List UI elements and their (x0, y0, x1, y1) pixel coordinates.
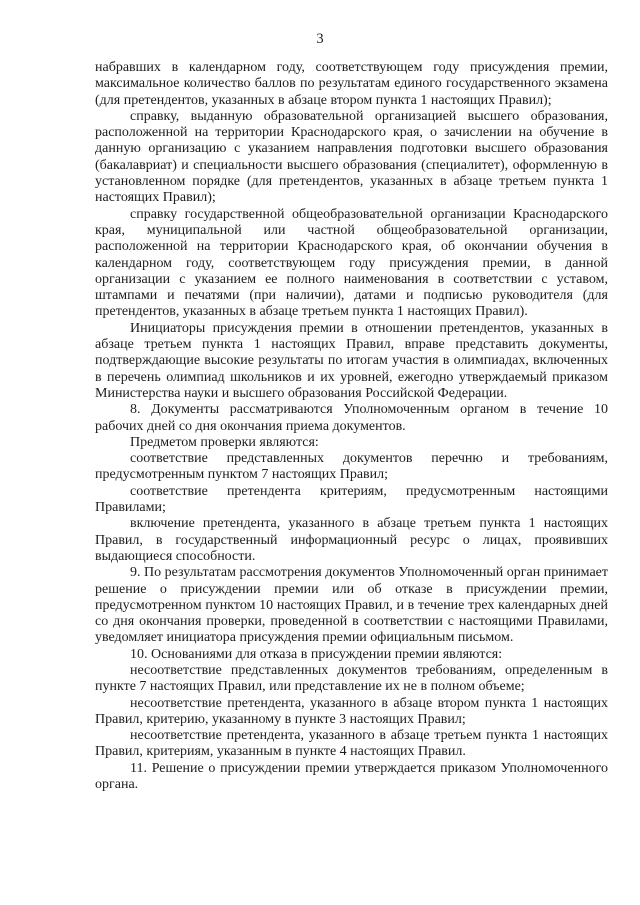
paragraph-continuation: набравших в календарном году, соответствующем году присуждения премии, максимальное количество баллов по результатам единого государственного экзамена (для претендентов, указанных в абзаце втором пункта 1 настоящих Правил); (95, 60, 608, 108)
paragraph-item-11: 11. Решение о присуждении премии утверждается приказом Уполномоченного органа. (95, 760, 608, 793)
paragraph-check-documents: соответствие представленных документов перечню и требованиям, предусмотренным пунктом 7 настоящих Правил; (95, 451, 608, 483)
paragraph-check-registry: включение претендента, указанного в абзаце третьем пункта 1 настоящих Правил, в государственный информационный ресурс о лицах, проявивших выдающиеся способности. (95, 516, 608, 564)
paragraph-school-certificate: справку государственной общеобразовательной организации Краснодарского края, муниципальной или частной общеобразовательной организации, расположенной на территории Краснодарского края, об окончании обучения в календарном году, соответствующем году присуждения премии, в данной организации с указанием ее полного наименования в соответствии с уставом, штампами и печатями (при наличии), датами и подписью руководителя (для претендентов, указанных в абзаце третьем пункта 1 настоящих Правил). (95, 206, 608, 320)
page-number: 3 (316, 31, 324, 47)
paragraph-item-8: 8. Документы рассматриваются Уполномоченным органом в течение 10 рабочих дней со дня окончания приема документов. (95, 402, 608, 434)
paragraph-item-10: 10. Основаниями для отказа в присуждении премии являются: (130, 646, 503, 662)
paragraph-refusal-criterion-2: несоответствие претендента, указанного в абзаце втором пункта 1 настоящих Правил, критерию, указанному в пункте 3 настоящих Правил; (95, 695, 608, 727)
paragraph-check-subject: Предметом проверки являются: (130, 434, 319, 450)
document-body (95, 60, 608, 793)
paragraph-initiators: Инициаторы присуждения премии в отношении претендентов, указанных в абзаце третьем пункта 1 настоящих Правил, вправе представить документы, подтверждающие высокие результаты по итогам участия в олимпиадах, включенных в перечень олимпиад школьников и их уровней, ежегодно утверждаемый приказом Министерства науки и высшего образования Российской Федерации. (95, 320, 608, 401)
paragraph-check-criteria: соответствие претендента критериям, предусмотренным настоящими Правилами; (95, 483, 608, 516)
paragraph-refusal-documents: несоответствие представленных документов требованиям, определенным в пункте 7 настоящих Правил, или представление их не в полном объеме; (95, 662, 608, 695)
paragraph-item-9: 9. По результатам рассмотрения документов Уполномоченный орган принимает решение о присуждении премии или об отказе в присуждении премии, предусмотренном пунктом 10 настоящих Правил, и в течение трех календарных дней со дня окончания проверки, проведенной в соответствии с настоящими Правилами, уведомляет инициатора присуждения премии официальным письмом. (95, 565, 608, 646)
paragraph-university-certificate: справку, выданную образовательной организацией высшего образования, расположенной на территории Краснодарского края, о зачислении на обучение в данную организацию с указанием направления подготовки высшего образования (бакалавриат) и специальности высшего образования (специалитет), оформленную в установленном порядке (для претендентов, указанных в абзаце третьем пункта 1 настоящих Правил); (95, 108, 608, 206)
paragraph-refusal-criterion-3: несоответствие претендента, указанного в абзаце третьем пункта 1 настоящих Правил, критериям, указанным в пункте 4 настоящих Правил. (95, 728, 608, 760)
